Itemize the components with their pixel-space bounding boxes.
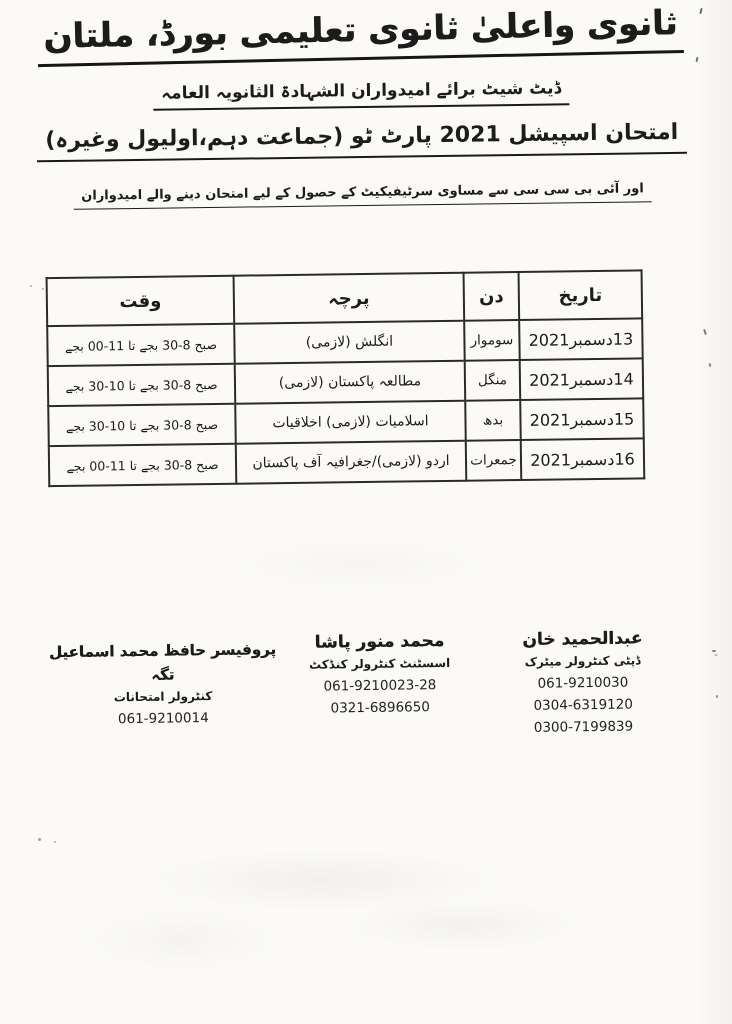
table-row (49, 438, 644, 486)
signatory-name: پروفیسر حافظ محمد اسماعیل تگہ (48, 640, 277, 684)
date-cell: 14دسمبر2021 (520, 358, 644, 400)
subtitle-row-2 (0, 119, 728, 163)
board-title: ثانوی واعلیٰ ثانوی تعلیمی بورڈ، ملتان (37, 3, 684, 67)
signatory-phone: 0321-6896650 (330, 699, 431, 717)
datesheet-subtitle: ڈیٹ شیٹ برائے امیدواران الشہادۃ الثانویہ العامہ (153, 77, 569, 110)
signatory-phone: 0300-7199839 (533, 718, 634, 736)
signatory-designation: ڈپٹی کنٹرولر میٹرک (524, 653, 641, 669)
paper-cell: مطالعہ پاکستان (لازمی) (235, 361, 466, 404)
signatory-designation: کنٹرولر امتحانات (113, 689, 213, 705)
time-cell: صبح 8-30 بجے تا 10-30 بجے (48, 364, 236, 406)
signatory-phone: 061-9210023-28 (323, 677, 437, 695)
signatory-phone: 061-9210014 (117, 710, 209, 728)
signatory-assistant-controller (290, 629, 469, 717)
time-cell: صبح 8-30 بجے تا 10-30 بجے (48, 404, 236, 446)
subtitle-row-1 (0, 75, 727, 113)
paper-cell: اردو (لازمی)/جغرافیہ آف پاکستان (236, 441, 467, 484)
day-cell: منگل (465, 360, 521, 401)
paper-cell: انگلش (لازمی) (234, 321, 465, 364)
time-cell: صبح 8-30 بجے تا 11-00 بجے (47, 324, 235, 366)
paper-cell: اسلامیات (لازمی) اخلاقیات (235, 401, 466, 444)
signatory-designation: اسسٹنٹ کنٹرولر کنڈکٹ (308, 655, 451, 672)
day-column-header: دن (464, 272, 520, 321)
signatory-phone: 0304-6319120 (533, 696, 633, 714)
date-cell: 13دسمبر2021 (519, 318, 643, 360)
day-cell: سوموار (464, 320, 520, 361)
signatory-name: محمد منور پاشا (314, 630, 445, 653)
ibcc-subtitle: اور آئی بی سی سی سے مساوی سرٹیفیکیٹ کے حصول کے لیے امتحان دینے والے امیدواران (73, 181, 652, 210)
date-column-header: تاریخ (519, 270, 643, 320)
signatory-phone: 061-9210030 (537, 674, 629, 692)
signatory-name: عبدالحمید خان (522, 628, 643, 650)
signatory-controller-examinations (40, 637, 285, 728)
day-cell: جمعرات (466, 440, 522, 481)
signatory-deputy-controller (494, 626, 671, 736)
paper-column-header: پرچہ (234, 273, 465, 324)
day-cell: بدھ (465, 400, 521, 441)
table-header-row (47, 270, 643, 326)
exam-subtitle: امتحان اسپیشل 2021 پارٹ ٹو (جماعت دہم،اولیول وغیرہ) (37, 120, 686, 162)
date-cell: 15دسمبر2021 (520, 398, 644, 440)
date-cell: 16دسمبر2021 (521, 438, 645, 480)
time-column-header: وقت (47, 276, 235, 326)
exam-schedule-table (46, 269, 646, 487)
header (0, 2, 727, 68)
time-cell: صبح 8-30 بجے تا 11-00 بجے (49, 444, 237, 486)
subtitle-row-3 (0, 176, 729, 211)
